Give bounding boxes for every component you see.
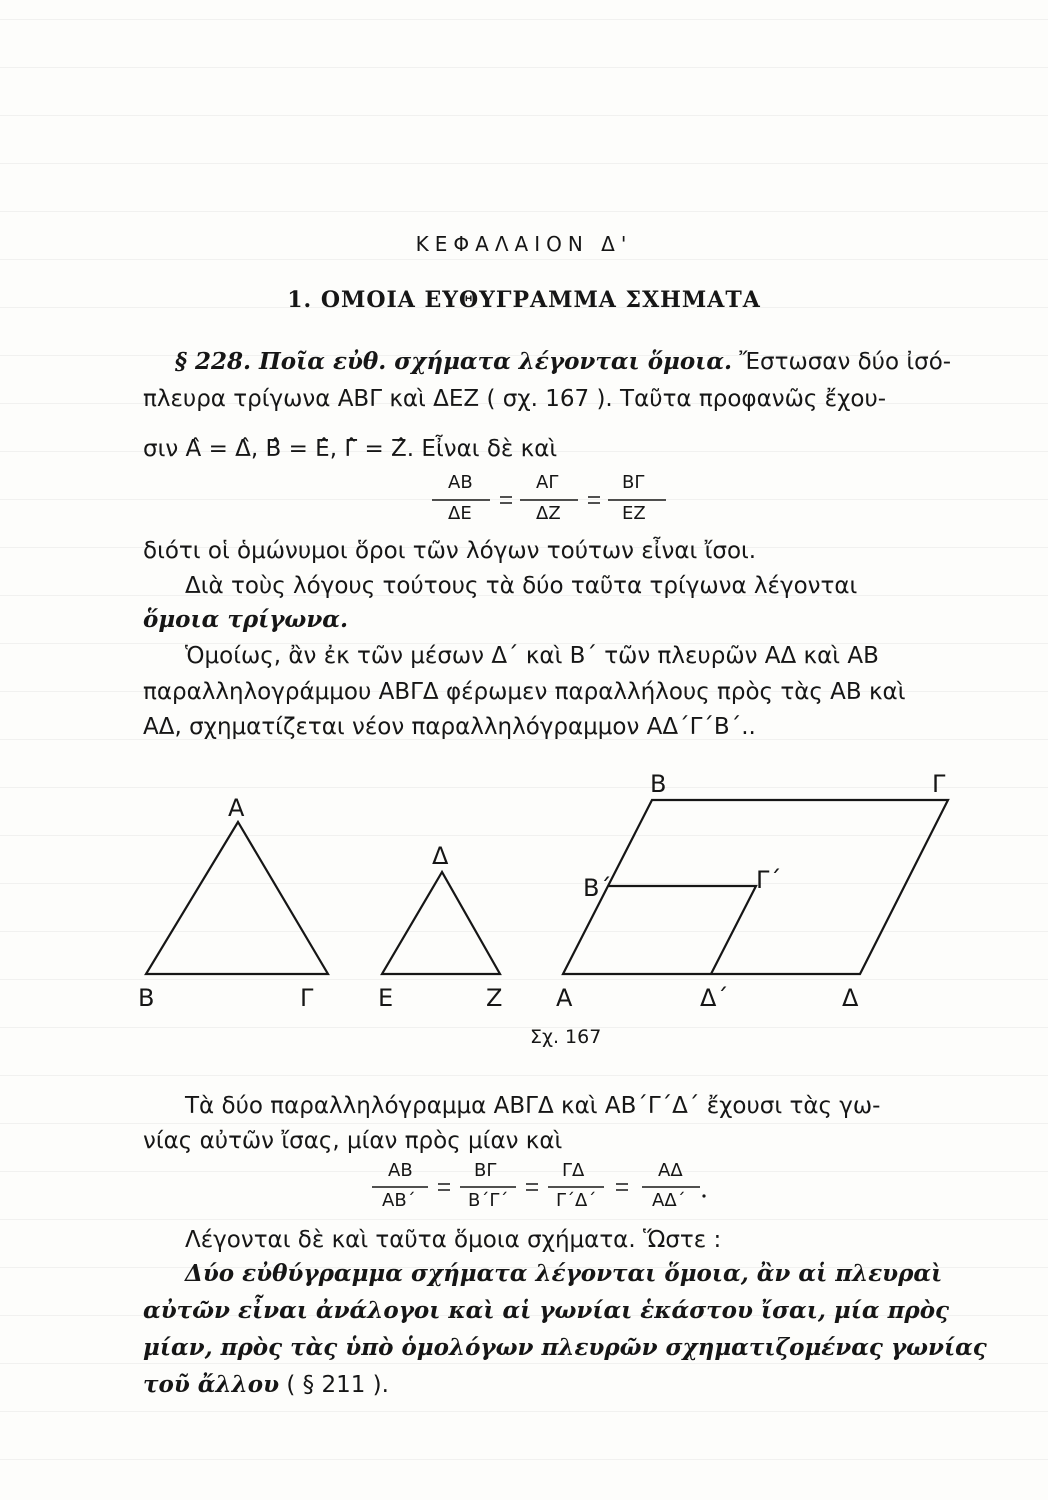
vertex-label: Ε	[378, 984, 394, 1012]
section-reference: ( § 211 ).	[279, 1372, 389, 1398]
definition-line: αὐτῶν εἶναι ἀνάλογοι καὶ αἱ γωνίαι ἑκάστου ἴσαι, μία πρὸς	[143, 1297, 950, 1324]
paragraph-line: Ὁμοίως, ἂν ἐκ τῶν μέσων Δ΄ καὶ Β΄ τῶν πλευρῶν ΑΔ καὶ ΑΒ	[185, 643, 879, 669]
vertex-label: Β	[650, 770, 667, 798]
fraction-denominator: ΑΒ΄	[382, 1190, 416, 1211]
fraction-bars	[370, 1182, 710, 1202]
paragraph-text: Ἔστωσαν δύο ἰσό-	[739, 349, 952, 375]
fraction-bars	[430, 495, 670, 515]
vertex-label: Γ	[932, 770, 946, 798]
fraction-numerator: ΑΓ	[536, 472, 559, 493]
paragraph-line: σιν Α̂ = Δ̂, Β̂ = Ε̂, Γ̂ = Ζ̂. Εἶναι δὲ καὶ	[143, 436, 558, 462]
vertex-label: Ζ	[486, 984, 503, 1012]
fraction-numerator: ΒΓ	[622, 472, 645, 493]
definition-line: Δύο εὐθύγραμμα σχήματα λέγονται ὅμοια, ἂν αἱ πλευραὶ	[185, 1260, 943, 1287]
paragraph-line: Λέγονται δὲ καὶ ταῦτα ὅμοια σχήματα. Ὥστε :	[185, 1227, 722, 1253]
chapter-heading: ΚΕΦΑΛΑΙΟΝ Δ'	[415, 232, 633, 256]
vertex-label: Α	[556, 984, 573, 1012]
paragraph-line: ΑΔ, σχηματίζεται νέον παραλληλόγραμμον ΑΔ΄Γ΄Β΄..	[143, 714, 756, 740]
paragraph-line: Διὰ τοὺς λόγους τούτους τὰ δύο ταῦτα τρίγωνα λέγονται	[185, 573, 858, 599]
paragraph-line: πλευρα τρίγωνα ΑΒΓ καὶ ΔΕΖ ( σχ. 167 ). Ταῦτα προφανῶς ἔχου-	[143, 386, 887, 412]
section-title: 1. ΟΜΟΙΑ ΕΥΘΥΓΡΑΜΜΑ ΣΧΗΜΑΤΑ	[287, 287, 761, 313]
emphasized-term: ὅμοια τρίγωνα.	[143, 606, 349, 633]
figure-167	[0, 760, 1048, 1030]
fraction-denominator: ΔΕ	[448, 503, 472, 524]
figure-caption: Σχ. 167	[530, 1026, 602, 1048]
vertex-label: Β΄	[583, 874, 612, 902]
definition-line: μίαν, πρὸς τὰς ὑπὸ ὁμολόγων πλευρῶν σχηματιζομένας γωνίας	[143, 1334, 987, 1361]
paragraph-line	[175, 348, 951, 375]
definition-text: τοῦ ἄλλου	[143, 1371, 280, 1398]
fraction-numerator: ΑΒ	[388, 1160, 413, 1181]
vertex-label: Α	[228, 794, 245, 822]
fraction-numerator: ΒΓ	[474, 1160, 497, 1181]
triangle-dez	[382, 872, 500, 974]
vertex-label: Δ	[432, 842, 449, 870]
vertex-label: Β	[138, 984, 155, 1012]
vertex-label: Δ	[842, 984, 859, 1012]
fraction-numerator: ΓΔ	[562, 1160, 585, 1181]
triangle-abg	[146, 822, 328, 974]
vertex-label: Γ΄	[756, 866, 782, 894]
paragraph-line: Τὰ δύο παραλληλόγραμμα ΑΒΓΔ καὶ ΑΒ΄Γ΄Δ΄ ἔχουσι τὰς γω-	[185, 1093, 881, 1119]
fraction-denominator: ΑΔ΄	[652, 1190, 686, 1211]
fraction-denominator: Γ΄Δ΄	[556, 1190, 597, 1211]
fraction-numerator: ΑΒ	[448, 472, 473, 493]
vertex-label: Γ	[300, 984, 314, 1012]
fraction-numerator: ΑΔ	[658, 1160, 683, 1181]
fraction-denominator: ΔΖ	[536, 503, 561, 524]
vertex-label: Δ΄	[700, 984, 729, 1012]
paragraph-line: παραλληλογράμμου ΑΒΓΔ φέρωμεν παραλλήλους πρὸς τὰς ΑΒ καὶ	[143, 679, 906, 705]
paragraph-line: διότι οἱ ὁμώνυμοι ὅροι τῶν λόγων τούτων εἶναι ἴσοι.	[143, 538, 757, 564]
fraction-denominator: Β΄Γ΄	[468, 1190, 509, 1211]
section-heading: § 228. Ποῖα εὐθ. σχήματα λέγονται ὅμοια.	[175, 348, 733, 375]
definition-line	[143, 1371, 389, 1398]
fraction-denominator: ΕΖ	[622, 503, 646, 524]
parallelogram-inner	[608, 886, 756, 974]
paragraph-line: νίας αὐτῶν ἴσας, μίαν πρὸς μίαν καὶ	[143, 1128, 563, 1154]
